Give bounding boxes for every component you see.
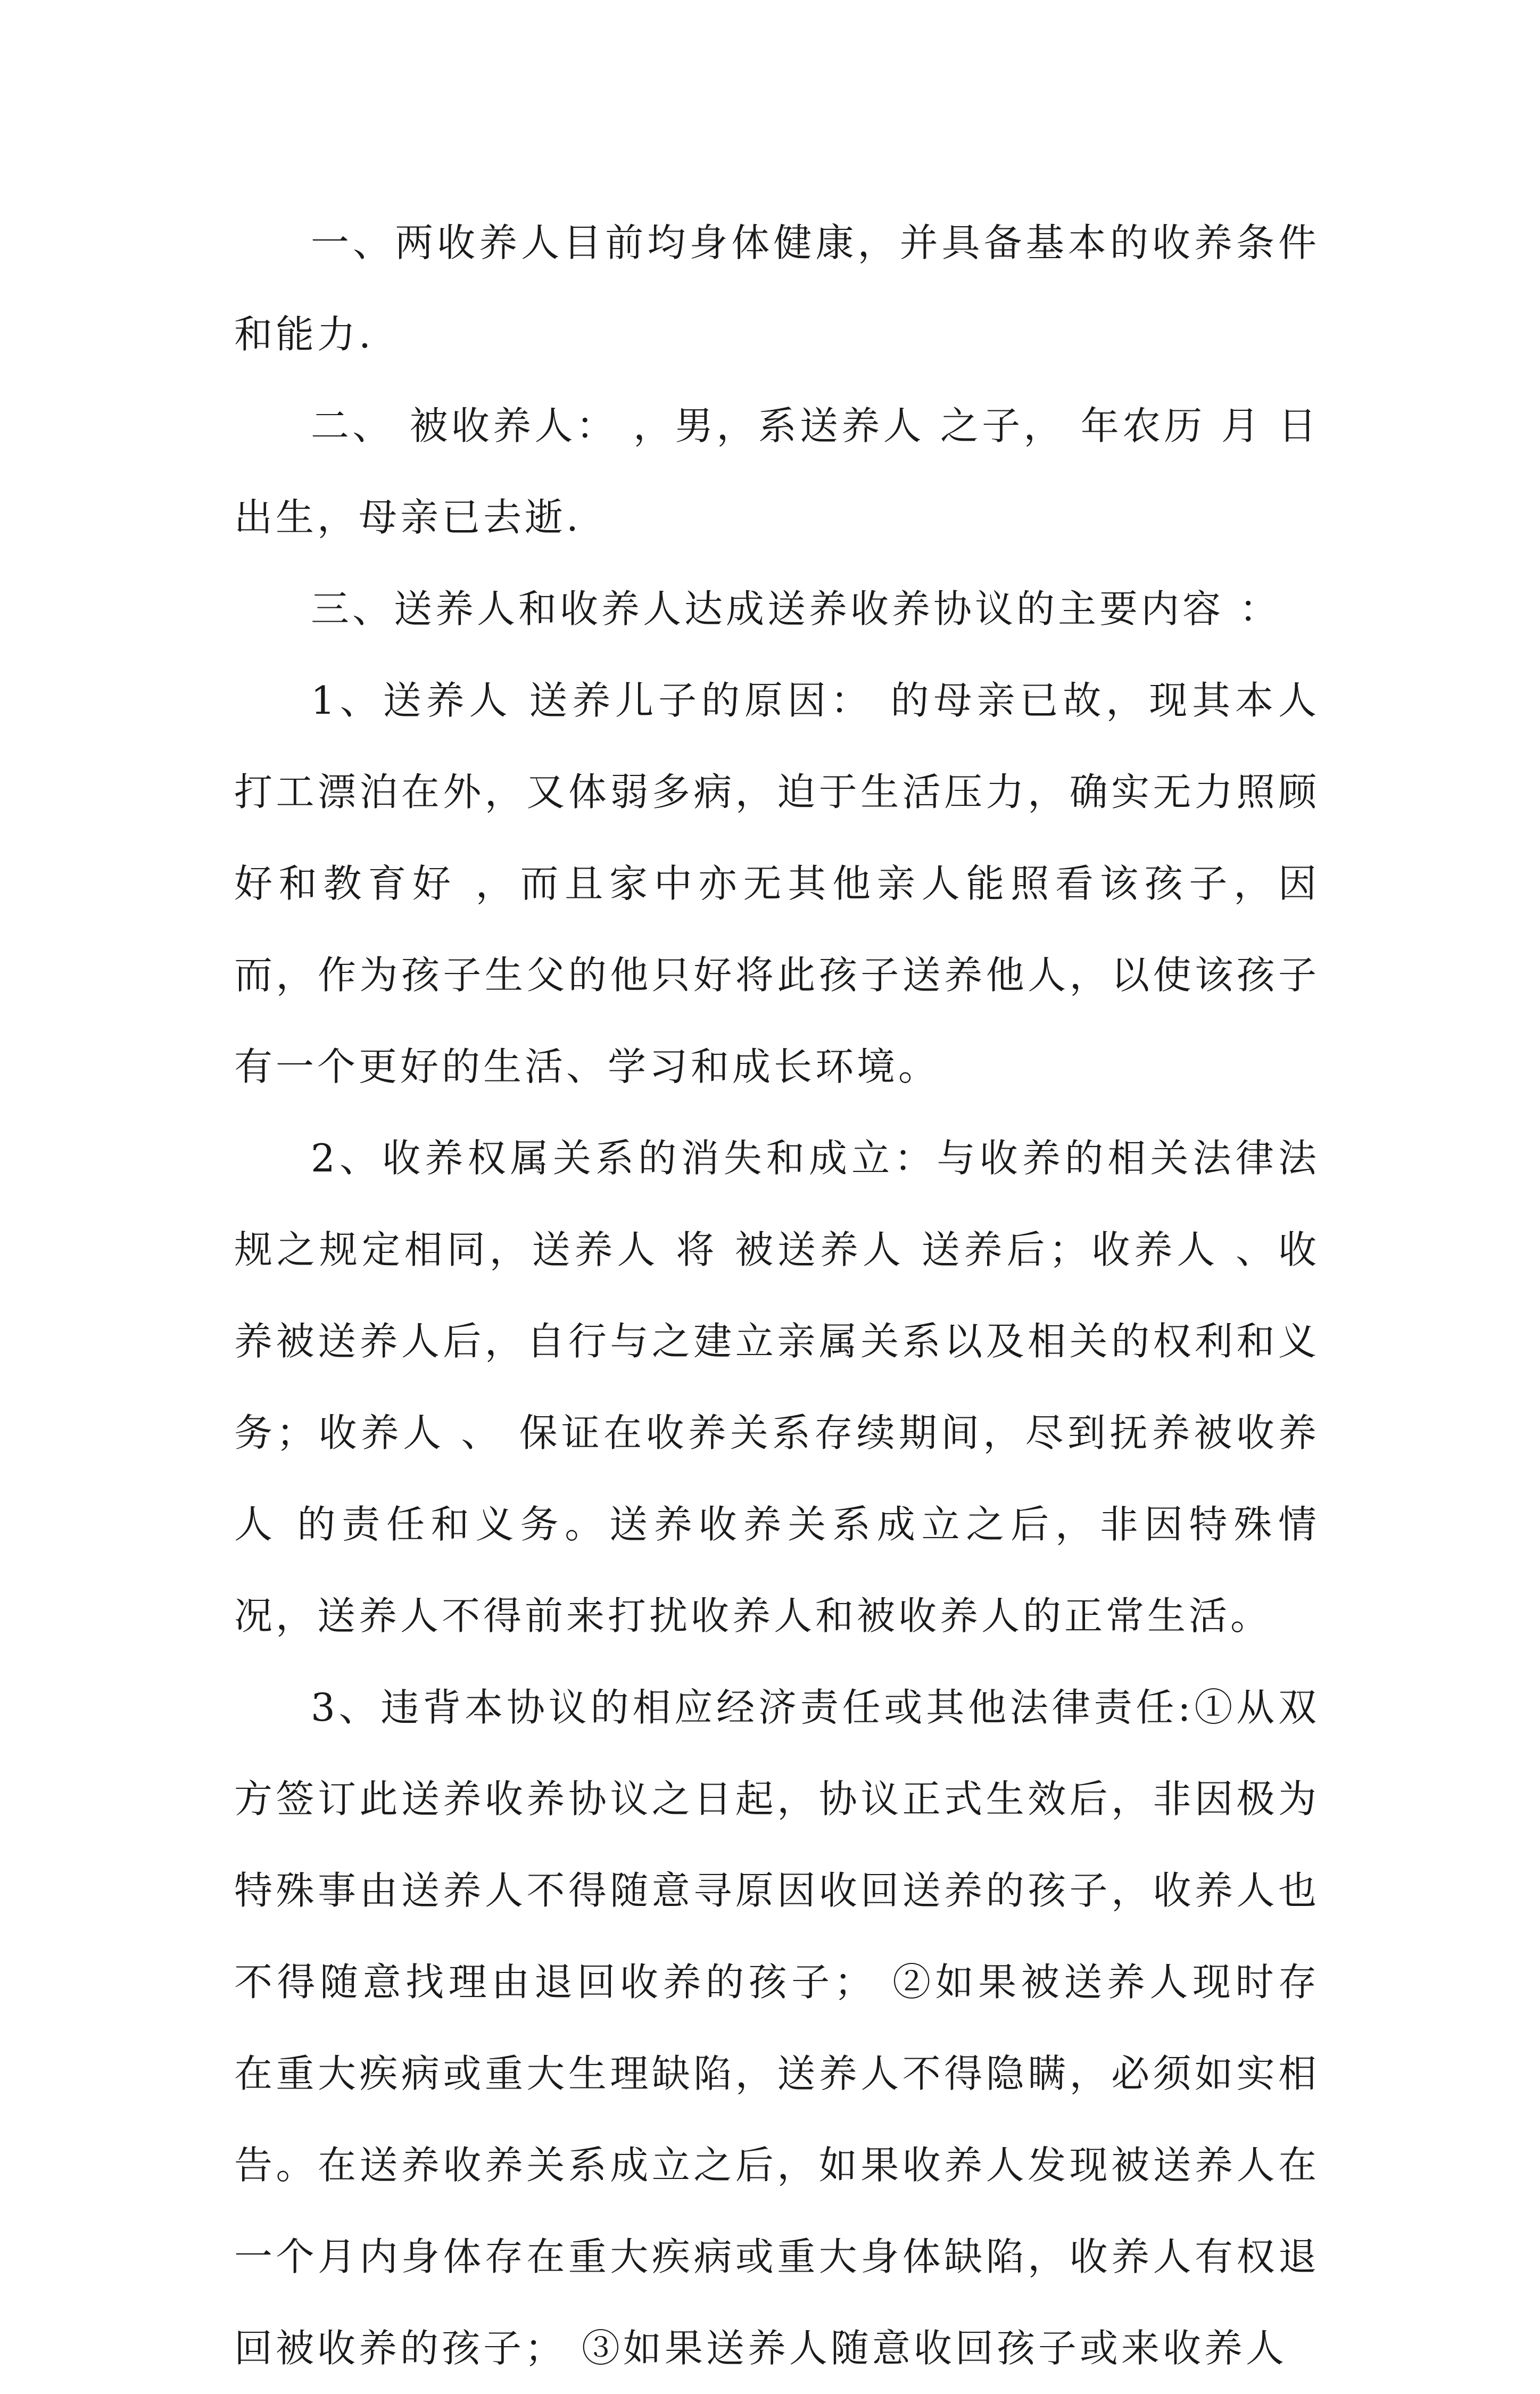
paragraph-health: 一、两收养人目前均身体健康，并具备基本的收养条件和能力.: [234, 220, 1320, 357]
paragraph-relationship: 2、收养权属关系的消失和成立：与收养的相关法律法规之规定相同，送养人 将 被送养人 送养后；收养人 、收养被送养人后，自行与之建立亲属关系以及相关的权利和义务；收养人 、 保证在收养关系存续期间，尽到抚养被收养人 的责任和义务。送养收养关系成立之后，非因特殊情况，送养人不得前来打扰收养人和被收养人的正常生活。: [234, 1136, 1320, 1638]
paragraph-agreement-heading: 三、送养人和收养人达成送养收养协议的主要内容 ：: [311, 587, 1281, 631]
paragraph-adoptee-info: 二、 被收养人： ，男，系送养人 之子， 年农历 月 日出生，母亲已去逝.: [234, 403, 1320, 540]
paragraph-liability: 3、违背本协议的相应经济责任或其他法律责任:①从双方签订此送养收养协议之日起，协议正式生效后，非因极为特殊事由送养人不得随意寻原因收回送养的孩子，收养人也不得随意找理由退回收养的孩子； ②如果被送养人现时存在重大疾病或重大生理缺陷，送养人不得隐瞒，必须如实相告。在送养收养关系成立之后，如果收养人发现被送养人在一个月内身体存在重大疾病或重大身体缺陷，收养人有权退回被收养的孩子； ③如果送养人随意收回孩子或来收养人: [234, 1685, 1320, 2371]
paragraph-reason: 1、送养人 送养儿子的原因： 的母亲已故，现其本人打工漂泊在外，又体弱多病，迫于生活压力，确实无力照顾好和教育好 ，而且家中亦无其他亲人能照看该孩子，因而，作为孩子生父的他只好将此孩子送养他人，以使该孩子有一个更好的生活、学习和成长环境。: [234, 678, 1320, 1089]
document-body: [234, 197, 1320, 2394]
